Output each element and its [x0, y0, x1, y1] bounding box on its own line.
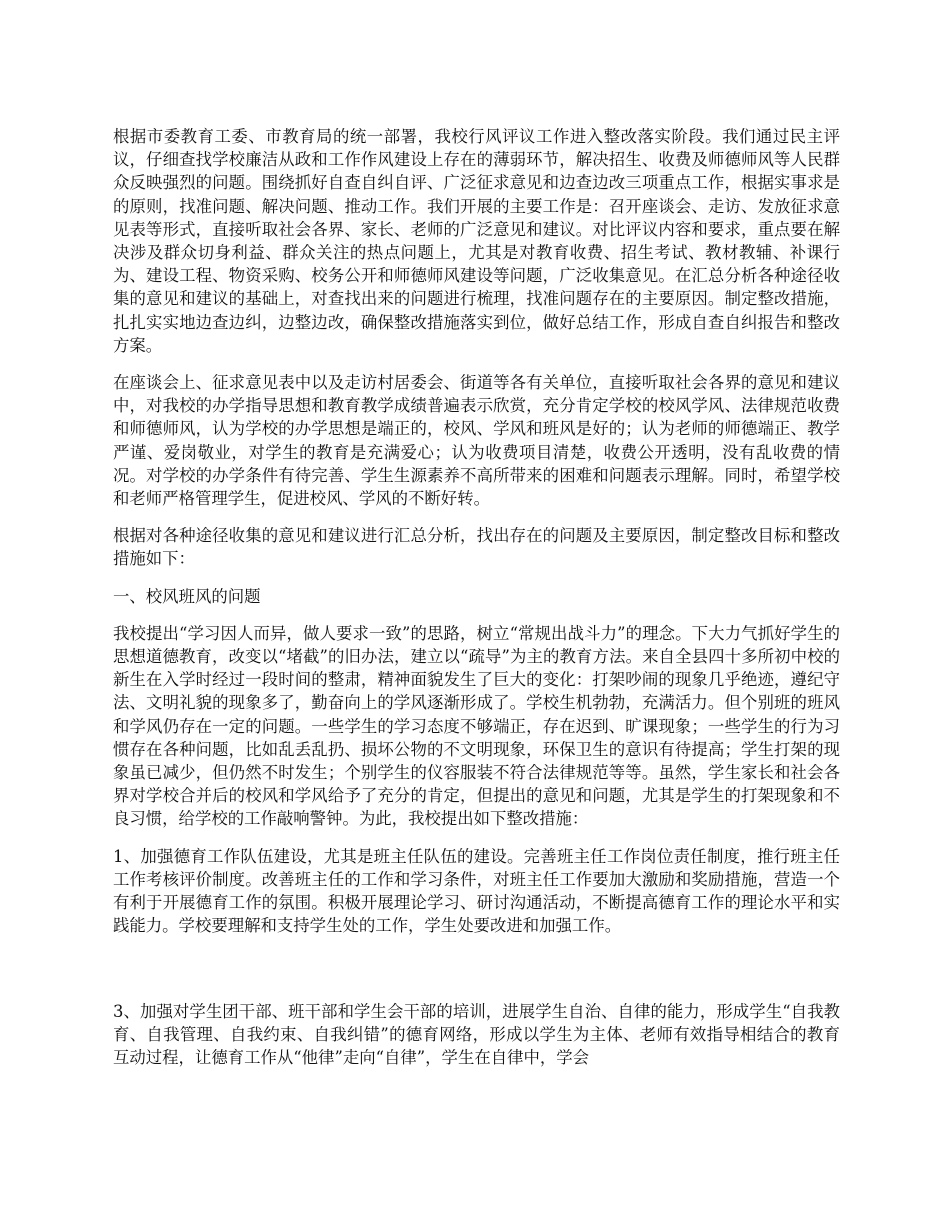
- paragraph-measure-3: 3、加强对学生团干部、班干部和学生会干部的培训，进展学生自治、自律的能力，形成学生“自我教育、自我管理、自我约束、自我纠错”的德育网络，形成以学生为主体、老师有效指导相结合的教育互动过程，让德育工作从“他律”走向“自律”，学生在自律中，学会: [113, 1001, 840, 1067]
- paragraph-summary: 根据对各种途径收集的意见和建议进行汇总分析，找出存在的问题及主要原因，制定整改目标和整改措施如下：: [113, 526, 840, 569]
- paragraph-feedback: 在座谈会上、征求意见表中以及走访村居委会、街道等各有关单位，直接听取社会各界的意见和建议中，对我校的办学指导思想和教育教学成绩普遍表示欣赏，充分肯定学校的校风学风、法律规范收费和师德师风，认为学校的办学思想是端正的，校风、学风和班风是好的；认为老师的师德端正、教学严谨、爱岗敬业，对学生的教育是充满爱心；认为收费项目清楚，收费公开透明，没有乱收费的情况。对学校的办学条件有待完善、学生生源素养不高所带来的困难和问题表示理解。同时，希望学校和老师严格管理学生，促进校风、学风的不断好转。: [113, 373, 840, 509]
- paragraph-school-spirit: 我校提出“学习因人而异，做人要求一致”的思路，树立“常规出战斗力”的理念。下大力气抓好学生的思想道德教育，改变以“堵截”的旧办法，建立以“疏导”为主的教育方法。来自全县四十多所初中校的新生在入学时经过一段时间的整肃，精神面貌发生了巨大的变化：打架吵闹的现象几乎绝迹，遵纪守法、文明礼貌的现象多了，勤奋向上的学风逐渐形成了。学校生机勃勃，充满活力。但个别班的班风和学风仍存在一定的问题。一些学生的学习态度不够端正，存在迟到、旷课现象；一些学生的行为习惯存在各种问题，比如乱丢乱扔、损坏公物的不文明现象，环保卫生的意识有待提高；学生打架的现象虽已减少，但仍然不时发生；个别学生的仪容服装不符合法律规范等等。虽然，学生家长和社会各界对学校合并后的校风和学风给予了充分的肯定，但提出的意见和问题，尤其是学生的打架现象和不良习惯，给学校的工作敲响警钟。为此，我校提出如下整改措施：: [113, 623, 840, 829]
- paragraph-intro: 根据市委教育工委、市教育局的统一部署，我校行风评议工作进入整改落实阶段。我们通过民主评议，仔细查找学校廉洁从政和工作作风建设上存在的薄弱环节，解决招生、收费及师德师风等人民群众反映强烈的问题。围绕抓好自查自纠自评、广泛征求意见和边查边改三项重点工作，根据实事求是的原则，找准问题、解决问题、推动工作。我们开展的主要工作是：召开座谈会、走访、发放征求意见表等形式，直接听取社会各界、家长、老师的广泛意见和建议。对比评议内容和要求，重点要在解决涉及群众切身利益、群众关注的热点问题上，尤其是对教育收费、招生考试、教材教辅、补课行为、建设工程、物资采购、校务公开和师德师风建设等问题，广泛收集意见。在汇总分析各种途径收集的意见和建议的基础上，对查找出来的问题进行梳理，找准问题存在的主要原因。制定整改措施，扎扎实实地边查边纠，边整边改，确保整改措施落实到位，做好总结工作，形成自查自纠报告和整改方案。: [113, 127, 840, 355]
- section-heading-school-spirit: 一、校风班风的问题: [113, 586, 261, 606]
- paragraph-measure-1: 1、加强德育工作队伍建设，尤其是班主任队伍的建设。完善班主任工作岗位责任制度，推行班主任工作考核评价制度。改善班主任的工作和学习条件，对班主任工作要加大激励和奖励措施，营造一个有利于开展德育工作的氛围。积极开展理论学习、研讨沟通活动，不断提高德育工作的理论水平和实践能力。学校要理解和支持学生处的工作，学生处要改进和加强工作。: [113, 846, 840, 936]
- document-page: [113, 125, 840, 1069]
